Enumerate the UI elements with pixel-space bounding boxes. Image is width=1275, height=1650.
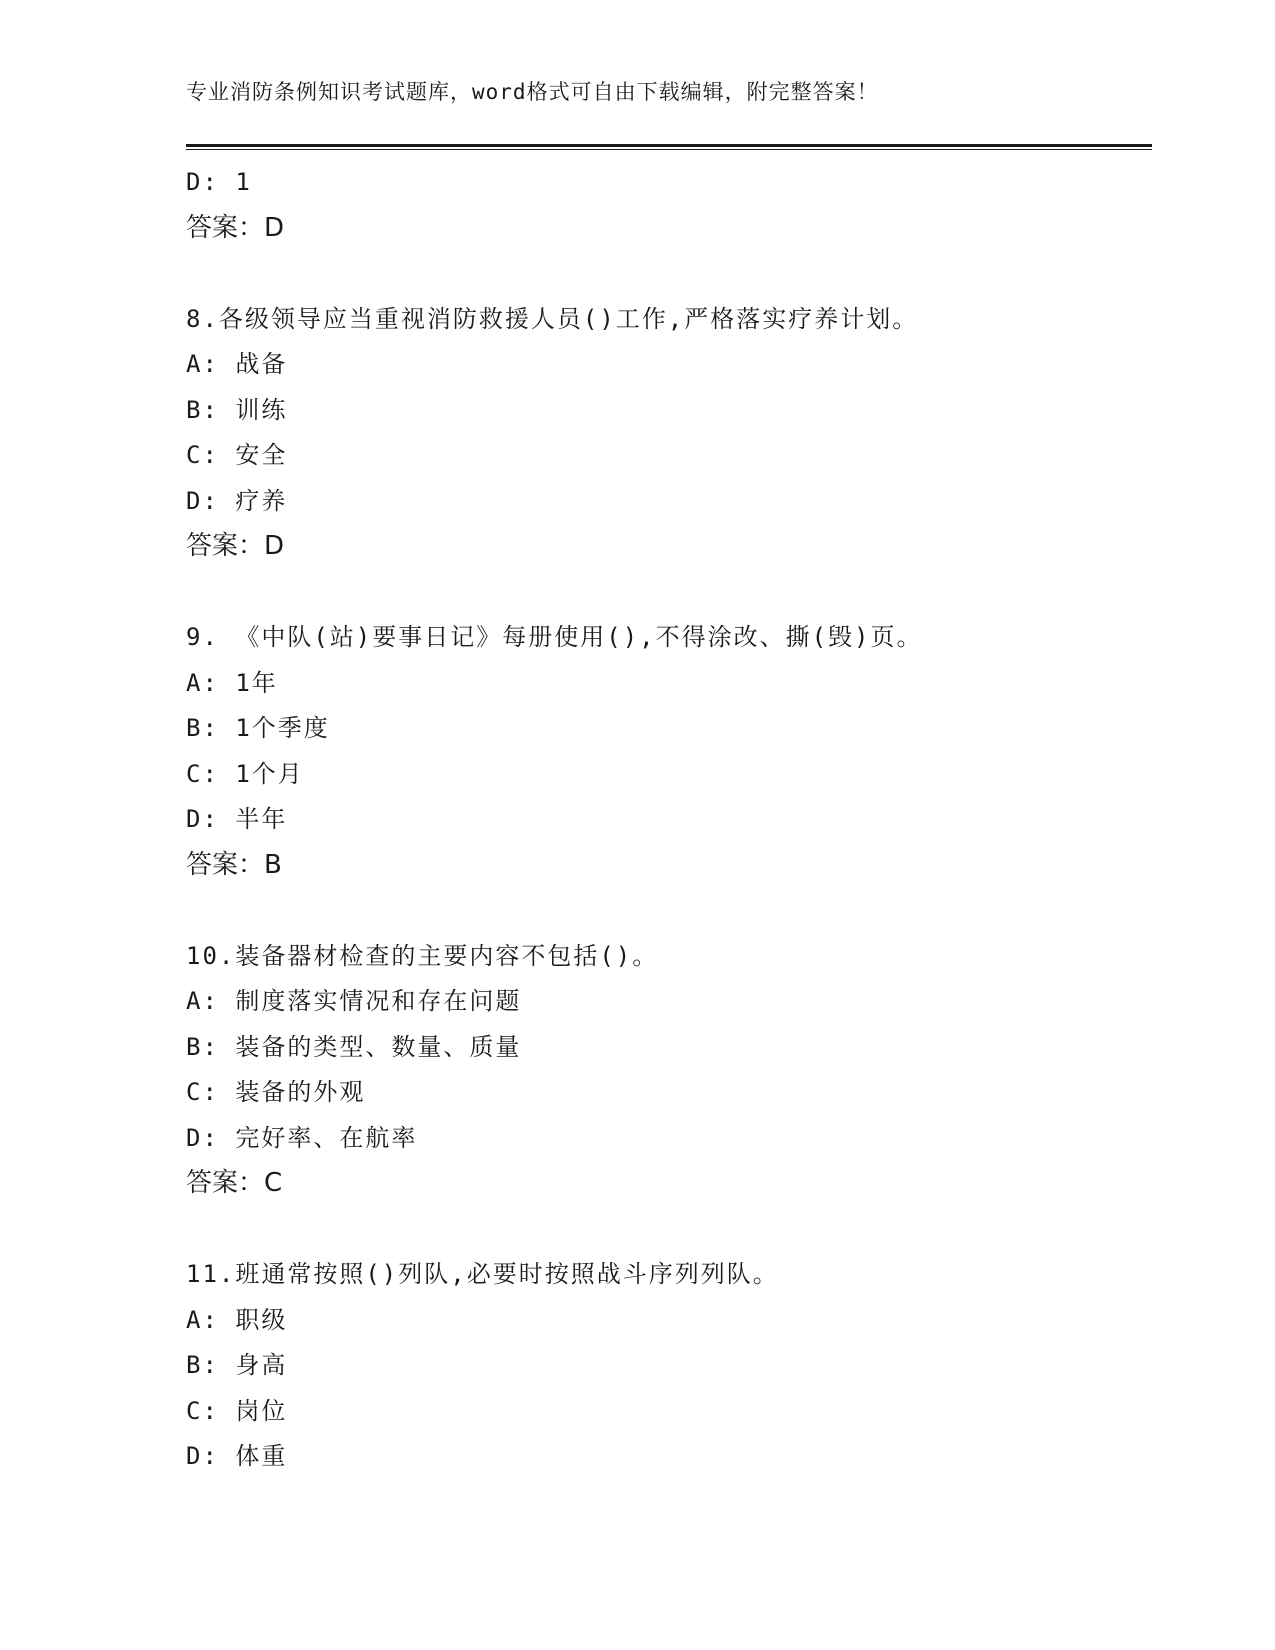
carryover-option-d: D: 1	[186, 168, 252, 196]
option-c: C: 1个月	[186, 759, 304, 788]
carryover-answer: 答案：D	[186, 212, 285, 243]
question-11	[186, 1252, 1152, 1480]
option-b: B: 训练	[186, 395, 288, 424]
question-stem: 9. 《中队(站)要事日记》每册使用(),不得涂改、撕(毁)页。	[186, 623, 923, 651]
question-9	[186, 615, 1152, 888]
option-b: B: 身高	[186, 1351, 288, 1379]
option-c: C: 岗位	[186, 1396, 288, 1425]
option-c: C: 装备的外观	[186, 1078, 366, 1106]
spacer	[186, 1207, 1152, 1253]
spacer	[186, 570, 1152, 616]
option-d: D: 完好率、在航率	[186, 1123, 418, 1152]
spacer	[186, 888, 1152, 934]
question-10	[186, 934, 1152, 1207]
option-a: A: 1年	[186, 668, 278, 697]
question-stem: 8.各级领导应当重视消防救援人员()工作,严格落实疗养计划。	[186, 304, 919, 333]
option-b: B: 1个季度	[186, 714, 330, 742]
header-divider-thick	[186, 144, 1152, 147]
option-d: D: 疗养	[186, 486, 288, 515]
question-content	[186, 160, 1152, 1480]
option-d: D: 半年	[186, 805, 288, 833]
option-d: D: 体重	[186, 1442, 288, 1470]
answer: 答案：B	[186, 849, 282, 880]
header-divider-thin	[186, 149, 1152, 150]
option-a: A: 战备	[186, 350, 288, 378]
spacer	[186, 251, 1152, 297]
page-header: 专业消防条例知识考试题库，word格式可自由下载编辑，附完整答案！	[186, 80, 879, 104]
answer: 答案：C	[186, 1168, 283, 1198]
question-stem: 11.班通常按照()列队,必要时按照战斗序列列队。	[186, 1260, 779, 1288]
option-a: A: 制度落实情况和存在问题	[186, 987, 522, 1015]
answer: 答案：D	[186, 531, 285, 561]
option-a: A: 职级	[186, 1305, 288, 1334]
option-c: C: 安全	[186, 441, 288, 469]
option-b: B: 装备的类型、数量、质量	[186, 1032, 522, 1061]
question-8	[186, 297, 1152, 570]
question-stem: 10.装备器材检查的主要内容不包括()。	[186, 941, 659, 970]
